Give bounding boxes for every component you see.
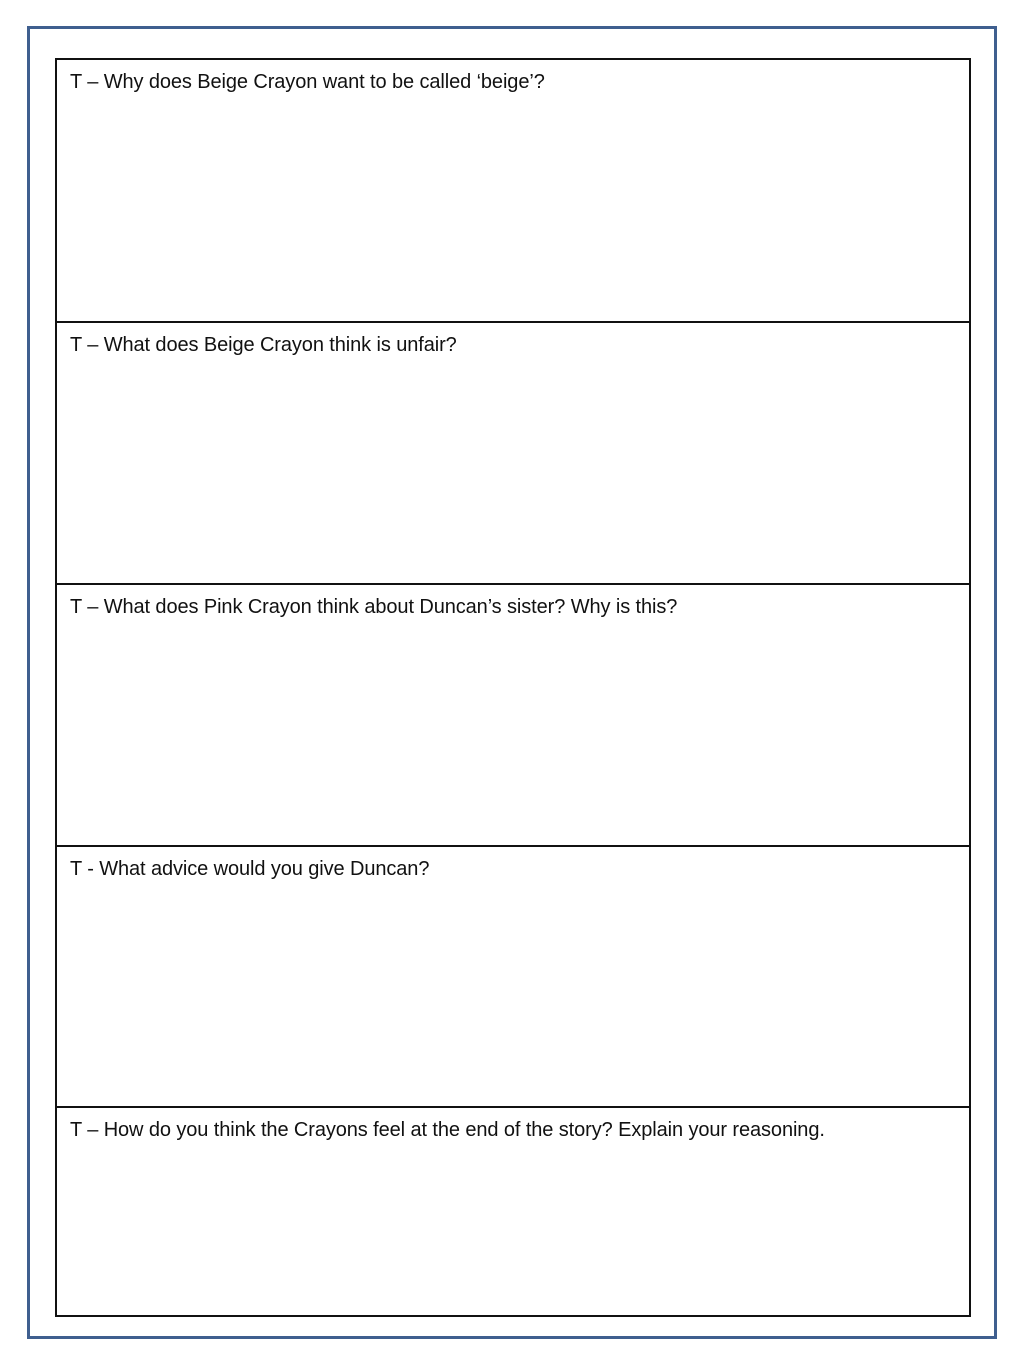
question-5-text: T – How do you think the Crayons feel at the end of the story? Explain your reasoning.	[70, 1119, 825, 1141]
answer-box-1[interactable]	[57, 60, 969, 321]
answer-box-5[interactable]	[57, 1106, 969, 1315]
question-1-text: T – Why does Beige Crayon want to be called ‘beige’?	[70, 71, 545, 93]
question-3-text: T – What does Pink Crayon think about Duncan’s sister? Why is this?	[70, 596, 678, 618]
question-4-text: T - What advice would you give Duncan?	[70, 858, 430, 880]
answer-box-4[interactable]	[57, 845, 969, 1106]
question-2-text: T – What does Beige Crayon think is unfair?	[70, 334, 457, 356]
answer-box-3[interactable]	[57, 583, 969, 845]
answer-box-2[interactable]	[57, 321, 969, 583]
question-table	[55, 58, 971, 1317]
